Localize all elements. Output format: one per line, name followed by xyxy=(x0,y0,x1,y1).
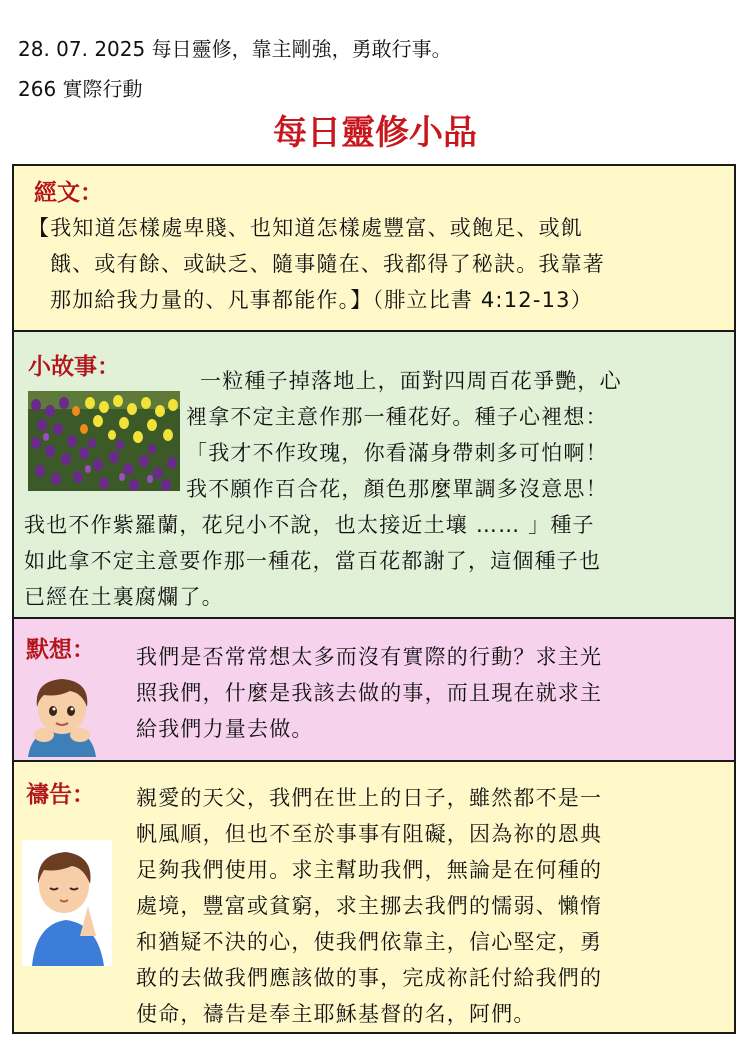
prayer-heading: 禱告： xyxy=(26,782,95,808)
scripture-heading: 經文： xyxy=(34,180,103,206)
story-text-right xyxy=(186,363,622,507)
prayer-line: 處境，豐富或貧窮，求主挪去我們的懦弱、懶惰 xyxy=(136,894,603,918)
meditation-heading: 默想： xyxy=(26,637,95,663)
meditation-line: 照我們，什麼是我該去做的事，而且現在就求主 xyxy=(136,681,603,705)
praying-boy-image xyxy=(22,840,112,966)
story-heading: 小故事： xyxy=(28,354,120,380)
prayer-line: 和猶疑不決的心，使我們依靠主，信心堅定，勇 xyxy=(136,930,603,954)
tulip-field-image xyxy=(28,391,180,491)
prayer-line: 親愛的天父，我們在世上的日子，雖然都不是一 xyxy=(136,786,603,810)
prayer-line: 使命，禱告是奉主耶穌基督的名，阿們。 xyxy=(136,1002,536,1026)
story-line: 我不願作百合花，顏色那麼單調多沒意思！ xyxy=(186,477,608,501)
story-line: 我也不作紫羅蘭，花兒小不說，也太接近土壤 …… 」種子 xyxy=(24,513,595,537)
prayer-line: 敢的去做我們應該做的事，完成祢託付給我們的 xyxy=(136,966,603,990)
devotional-frame xyxy=(12,164,736,1034)
story-line: 「我才不作玫瑰，你看滿身帶刺多可怕啊！ xyxy=(186,441,608,465)
header-date-line: 28. 07. 2025 每日靈修，靠主剛強，勇敢行事。 xyxy=(18,37,452,61)
story-line: 一粒種子掉落地上，面對四周百花爭艷，心 xyxy=(200,369,622,393)
meditation-line: 給我們力量去做。 xyxy=(136,717,314,741)
story-section xyxy=(14,330,734,617)
scripture-line: 那加給我力量的、凡事都能作。】（腓立比書 4:12-13） xyxy=(50,288,593,312)
story-line: 如此拿不定主意要作那一種花，當百花都謝了，這個種子也 xyxy=(24,549,602,573)
story-line: 已經在土裏腐爛了。 xyxy=(24,585,224,609)
header-topic-line: 266 實際行動 xyxy=(18,77,143,101)
story-text-full xyxy=(24,507,601,615)
scripture-section xyxy=(14,166,734,330)
prayer-line: 帆風順，但也不至於事事有阻礙，因為祢的恩典 xyxy=(136,822,603,846)
prayer-line: 足夠我們使用。求主幫助我們，無論是在何種的 xyxy=(136,858,603,882)
story-line: 裡拿不定主意作那一種花好。種子心裡想： xyxy=(186,405,608,429)
scripture-text xyxy=(28,210,605,318)
scripture-line: 餓、或有餘、或缺乏、隨事隨在、我都得了秘訣。我靠著 xyxy=(50,252,605,276)
prayer-section xyxy=(14,760,734,1032)
meditation-section xyxy=(14,617,734,760)
meditation-line: 我們是否常常想太多而沒有實際的行動？求主光 xyxy=(136,645,603,669)
thinking-boy-image xyxy=(22,667,102,757)
page-title: 每日靈修小品 xyxy=(273,113,477,153)
prayer-text xyxy=(136,780,602,1032)
scripture-line: 【我知道怎樣處卑賤、也知道怎樣處豐富、或飽足、或飢 xyxy=(28,216,583,240)
meditation-text xyxy=(136,639,602,747)
